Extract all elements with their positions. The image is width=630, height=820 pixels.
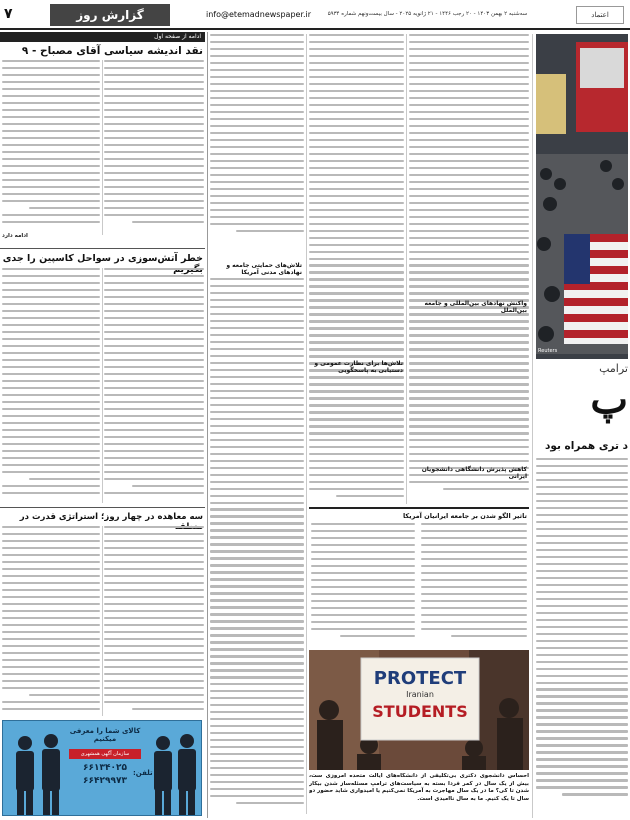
section-divider [0, 507, 205, 508]
subhead-civil-society: تلاش‌های حمایتی جامعه و نهادهای مدنی آمریکا [226, 262, 302, 276]
feature-kicker: ترامپ [599, 362, 628, 375]
sign-text-iranian: Iranian [406, 690, 434, 699]
article-mesbah-col-left [2, 60, 100, 230]
headline-caspian-fire: خطر آتش‌سوزی در سواحل کاسپین را جدی [2, 253, 203, 264]
rubric-label: ادامه از صفحه اول [154, 33, 201, 40]
email-address[interactable]: info@etemadnewspaper.ir [206, 10, 312, 19]
rally-photo [536, 34, 628, 359]
subhead-international: واکنش نهادهای بین‌المللی و جامعه بین‌الملل [424, 300, 527, 314]
headline-mesbah: نقد اندیشه سیاسی آقای مصباح - ۹ [21, 45, 203, 57]
column-rule [102, 268, 103, 503]
feature-article-body [536, 458, 628, 818]
section-title: گزارش روز [50, 4, 170, 26]
article-mesbah-col-right [104, 60, 204, 230]
ad-phone-2[interactable]: ۶۶۴۲۹۹۷۳ [83, 776, 127, 786]
column-rule [406, 34, 407, 504]
inset-box [309, 507, 529, 647]
sign-text-protect: PROTECT [373, 668, 467, 689]
article-treaties-col-left [2, 526, 100, 716]
article-caspian-col-right [104, 268, 204, 503]
inset-box-col-left [311, 523, 415, 647]
page-number: ۷ [4, 6, 13, 22]
newspaper-logo: اعتماد [576, 6, 624, 24]
feature-headline-large: پ [590, 376, 628, 423]
protest-photo [309, 650, 529, 770]
ad-phone-1[interactable]: ۶۶۱۳۴۰۲۵ [83, 763, 127, 773]
subhead-admissions: کاهش پذیرش دانشگاهی دانشجویان ایرانی [421, 466, 527, 480]
column-rule [532, 34, 533, 818]
ad-phone-label: تلفن: [133, 769, 153, 777]
section-divider [0, 248, 205, 249]
page-column-rule [207, 32, 208, 818]
ad-agency: سازمان آگهی همشهری [69, 749, 141, 759]
sign-text-students: STUDENTS [372, 702, 468, 721]
continued-note: ادامه دارد [2, 233, 28, 239]
inset-box-title: تاثیر الگو شدن بر جامعه ایرانیان آمریکا [402, 512, 527, 520]
column-rule [102, 60, 103, 235]
photo-caption: احساس دانشجوی دکتری بی‌تکلیفی از دانشگاه‌های ایالت متحده امروزی ست، بیش از یک سال در کمر فردا بسته به سیاست‌های ترامپ مسئله‌ساز شدن بیکار شدن تا کی؟ ما در یک سال مهاجرت به آمریکا نمی‌کنیم یا امیدواری شاید حضور دو سال تا یک کنیم. ما به سال ناامیدی است. [309, 773, 529, 802]
feature-headline: د تری همراه بود [544, 440, 628, 452]
american-flag-rally-image [536, 34, 628, 359]
middle-col-3 [409, 34, 529, 504]
middle-col-1-b [210, 278, 304, 813]
article-caspian-col-left [2, 268, 100, 503]
rubric-bar [0, 32, 205, 42]
advertisement[interactable] [2, 720, 202, 816]
column-rule [102, 526, 103, 716]
column-rule [306, 34, 307, 814]
dateline: سه‌شنبه ۲ بهمن ۱۴۰۳ - ۲۰ رجب ۱۴۴۶ - ۲۱ ژانویه ۲۰۲۵ - سال بیست‌ونهم شماره ۵۹۳۴ [327, 11, 528, 17]
inset-box-col-right [421, 523, 527, 647]
article-treaties-col-right [104, 526, 204, 716]
ad-slogan: کالای شما را معرفی میکنیم [69, 727, 141, 743]
subhead-oversight: تلاش‌ها برای نظارت عمومی و دستیابی به پاسخگویی [314, 360, 403, 374]
middle-col-2 [309, 34, 404, 504]
photo-credit: Reuters [538, 348, 558, 354]
headline-treaties: سه معاهده در چهار روز؛ استراتژی قدرت در [19, 512, 203, 522]
